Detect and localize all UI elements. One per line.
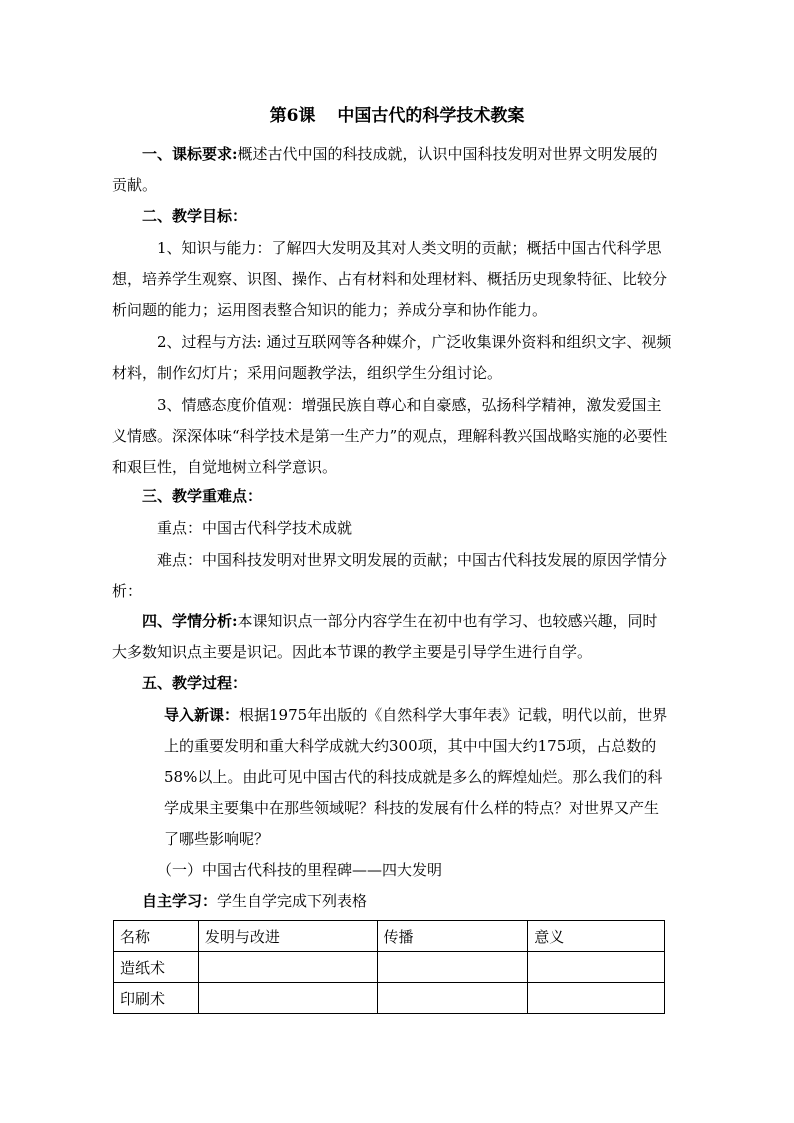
table-header-cell: 发明与改进 — [198, 921, 377, 952]
objective-knowledge: 1、知识与能力：了解四大发明及其对人类文明的贡献；概括中国古代科学思想，培养学生观察、识图、操作、占有材料和处理材料、概括历史现象特征、比较分析问题的能力；运用图表整合知识的能力；养成分享和协作能力。 — [112, 239, 668, 319]
key-point: 重点：中国古代科学技术成就 — [157, 519, 353, 537]
table-cell: 造纸术 — [114, 952, 199, 983]
subsection-heading: （一）中国古代科技的里程碑——四大发明 — [157, 861, 443, 879]
section-milestone — [112, 855, 672, 917]
section-standards — [112, 139, 672, 201]
lesson-title — [0, 104, 794, 128]
table-cell[interactable] — [528, 952, 665, 983]
table-cell[interactable] — [377, 952, 528, 983]
table-cell[interactable] — [377, 983, 528, 1014]
table-cell[interactable] — [198, 952, 377, 983]
lesson-number: 第6课 — [269, 106, 316, 126]
intro-text: 根据1975年出版的《自然科学大事年表》记载，明代以前，世界上的重要发明和重大科学成就大约300项，其中中国大约175项，占总数的58%以上。由此可见中国古代的科技成就是多么的辉煌灿烂。那么我们的科学成果主要集中在那些领域呢？科技的发展有什么样的特点？对世界又产生了哪些影响呢？ — [164, 706, 668, 848]
section-label: 一、课标要求: — [142, 145, 238, 163]
section-objectives — [112, 201, 672, 483]
section-label: 五、教学过程： — [142, 674, 248, 692]
difficult-point: 难点：中国科技发明对世界文明发展的贡献；中国古代科技发展的原因学情分析： — [112, 551, 668, 600]
objective-process: 2、过程与方法: 通过互联网等各种媒介，广泛收集课外资料和组织文字、视频材料，制作幻灯片；采用问题教学法，组织学生分组讨论。 — [112, 333, 672, 382]
section-label: 二、教学目标： — [142, 207, 248, 225]
table-row — [114, 983, 665, 1014]
table-header-cell: 名称 — [114, 921, 199, 952]
section-text: 本课知识点一部分内容学生在初中也有学习、也较感兴趣，同时大多数知识点主要是识记。因此本节课的教学主要是引导学生进行自学。 — [112, 612, 658, 661]
table-header-cell: 传播 — [377, 921, 528, 952]
section-text: 概述古代中国的科技成就，认识中国科技发明对世界文明发展的贡献。 — [112, 145, 658, 194]
intro-label: 导入新课： — [164, 706, 240, 724]
section-analysis — [112, 606, 672, 668]
table-cell[interactable] — [198, 983, 377, 1014]
table-header-row — [114, 921, 665, 952]
table-cell[interactable] — [528, 983, 665, 1014]
table-cell: 印刷术 — [114, 983, 199, 1014]
section-label: 四、学情分析: — [142, 612, 238, 630]
invention-table — [113, 920, 665, 1014]
section-process — [112, 668, 672, 855]
objective-attitude: 3、情感态度价值观：增强民族自尊心和自豪感，弘扬科学精神，激发爱国主义情感。深深体味“科学技术是第一生产力”的观点，理解科教兴国战略实施的必要性和艰巨性，自觉地树立科学意识。 — [112, 396, 668, 476]
lesson-name: 中国古代的科学技术教案 — [337, 106, 525, 126]
intro-paragraph — [112, 700, 672, 855]
section-label: 三、教学重难点： — [142, 487, 263, 505]
table-header-cell: 意义 — [528, 921, 665, 952]
section-key-points — [112, 481, 672, 607]
self-study-label: 自主学习： — [142, 892, 218, 910]
table-row — [114, 952, 665, 983]
self-study-text: 学生自学完成下列表格 — [217, 892, 368, 910]
